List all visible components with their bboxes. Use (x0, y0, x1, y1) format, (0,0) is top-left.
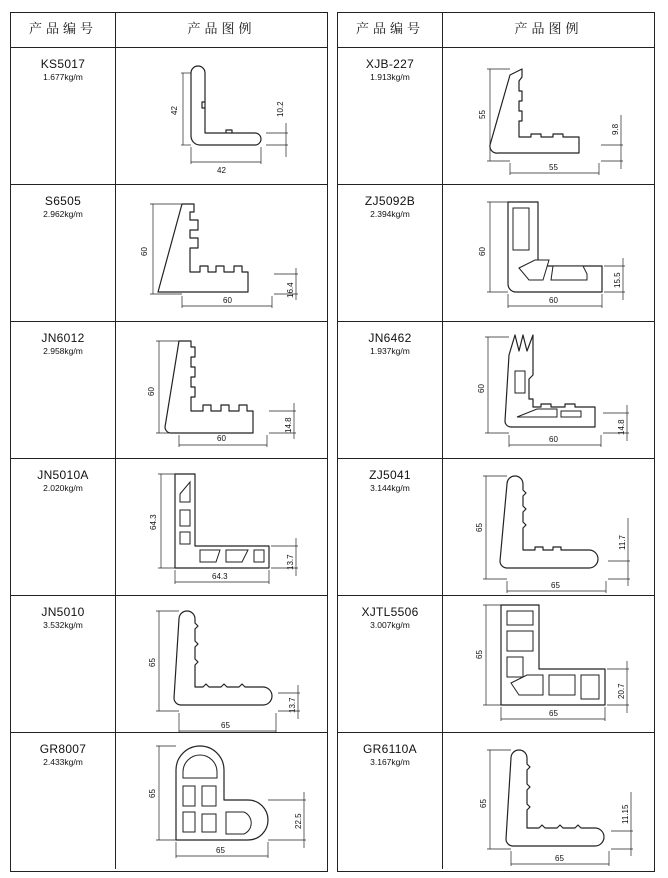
product-code: GR6110A (363, 742, 417, 756)
profile-drawing (443, 458, 655, 595)
profile-drawing (116, 184, 328, 321)
dim-horizontal: 60 (223, 296, 232, 305)
dim-thickness: 11.15 (621, 804, 630, 824)
figure-cell (116, 595, 327, 732)
dim-horizontal: 60 (549, 435, 558, 444)
profile-drawing (443, 595, 655, 732)
product-code: GR8007 (39, 742, 87, 756)
header-figure: 产品图例 (514, 22, 583, 37)
product-code: ZJ5041 (369, 468, 411, 482)
figure-cell (116, 458, 327, 595)
dim-horizontal: 65 (549, 709, 558, 718)
figure-cell (116, 321, 327, 458)
dim-vertical: 64.3 (149, 514, 158, 530)
profile-drawing (443, 47, 655, 184)
product-table-right (337, 12, 655, 872)
model-cell (338, 47, 443, 184)
header-model: 产品编号 (338, 13, 443, 47)
dim-vertical: 55 (478, 110, 487, 119)
dim-vertical: 65 (148, 658, 157, 667)
model-cell (338, 732, 443, 869)
profile-drawing (443, 321, 655, 458)
table-header (338, 13, 654, 48)
dim-thickness: 22.5 (294, 813, 303, 829)
table-row (11, 47, 327, 185)
dim-horizontal: 42 (217, 166, 226, 175)
product-code: S6505 (44, 194, 82, 208)
table-row (338, 321, 654, 459)
product-weight: 2.962kg/m (43, 209, 83, 219)
dim-thickness: 20.7 (617, 683, 626, 699)
product-weight: 3.167kg/m (370, 757, 410, 767)
product-weight: 3.144kg/m (370, 483, 410, 493)
table-row (11, 184, 327, 322)
figure-cell (443, 321, 654, 458)
profile-drawing (116, 321, 328, 458)
dim-horizontal: 65 (551, 581, 560, 590)
header-model: 产品编号 (11, 13, 116, 47)
dim-horizontal: 55 (549, 163, 558, 172)
dim-horizontal: 65 (216, 846, 225, 855)
dim-vertical: 65 (475, 650, 484, 659)
product-code: JN5010A (37, 468, 89, 482)
header-figure: 产品图例 (187, 22, 256, 37)
product-weight: 3.007kg/m (370, 620, 410, 630)
dim-vertical: 60 (477, 384, 486, 393)
dim-thickness: 11.7 (618, 535, 627, 550)
model-cell (338, 595, 443, 732)
figure-cell (443, 732, 654, 869)
figure-cell (443, 184, 654, 321)
dim-vertical: 65 (475, 523, 484, 532)
dim-horizontal: 64.3 (212, 572, 228, 581)
figure-cell (443, 595, 654, 732)
profile-drawing (116, 595, 328, 732)
figure-cell (116, 732, 327, 869)
profile-drawing (116, 47, 328, 184)
table-row (11, 732, 327, 869)
product-weight: 1.677kg/m (43, 72, 83, 82)
model-cell (11, 595, 116, 732)
product-code: JN5010 (41, 605, 85, 619)
model-cell (11, 321, 116, 458)
figure-cell (116, 184, 327, 321)
product-weight: 1.913kg/m (370, 72, 410, 82)
table-row (11, 321, 327, 459)
table-row (11, 458, 327, 596)
product-weight: 2.020kg/m (43, 483, 83, 493)
figure-cell (443, 47, 654, 184)
model-cell (11, 47, 116, 184)
profile-drawing (443, 184, 655, 321)
dim-thickness: 9.8 (611, 123, 620, 135)
product-weight: 3.532kg/m (43, 620, 83, 630)
product-code: ZJ5092B (364, 194, 416, 208)
dim-vertical: 65 (479, 799, 488, 808)
table-row (11, 595, 327, 733)
dim-vertical: 42 (170, 106, 179, 115)
table-row (338, 732, 654, 869)
profile-drawing (116, 732, 328, 869)
dim-thickness: 13.7 (288, 697, 297, 713)
model-cell (338, 458, 443, 595)
model-cell (338, 321, 443, 458)
dim-thickness: 10.2 (276, 101, 285, 117)
dim-horizontal: 60 (549, 296, 558, 305)
table-header (11, 13, 327, 48)
model-cell (338, 184, 443, 321)
dim-horizontal: 65 (555, 854, 564, 863)
product-table-left (10, 12, 328, 872)
table-row (338, 595, 654, 733)
dim-horizontal: 60 (217, 434, 226, 443)
figure-cell (116, 47, 327, 184)
profile-drawing (443, 732, 655, 869)
dim-vertical: 60 (147, 387, 156, 396)
product-code: JN6012 (41, 331, 85, 345)
model-cell (11, 458, 116, 595)
profile-drawing (116, 458, 328, 595)
table-row (338, 47, 654, 185)
table-row (338, 458, 654, 596)
product-code: XJTL5506 (361, 605, 419, 619)
dim-vertical: 60 (140, 247, 149, 256)
dim-thickness: 14.8 (617, 419, 626, 435)
product-code: JN6462 (368, 331, 412, 345)
model-cell (11, 732, 116, 869)
figure-cell (443, 458, 654, 595)
product-code: XJB-227 (365, 57, 415, 71)
product-weight: 2.394kg/m (370, 209, 410, 219)
dim-vertical: 65 (148, 789, 157, 798)
product-weight: 2.433kg/m (43, 757, 83, 767)
dim-thickness: 13.7 (286, 554, 295, 570)
product-weight: 1.937kg/m (370, 346, 410, 356)
model-cell (11, 184, 116, 321)
product-weight: 2.958kg/m (43, 346, 83, 356)
dim-thickness: 15.5 (613, 272, 622, 288)
product-code: KS5017 (40, 57, 86, 71)
dim-thickness: 16.4 (286, 282, 295, 298)
dim-thickness: 14.8 (284, 417, 293, 433)
dim-horizontal: 65 (221, 721, 230, 730)
table-row (338, 184, 654, 322)
dim-vertical: 60 (478, 247, 487, 256)
